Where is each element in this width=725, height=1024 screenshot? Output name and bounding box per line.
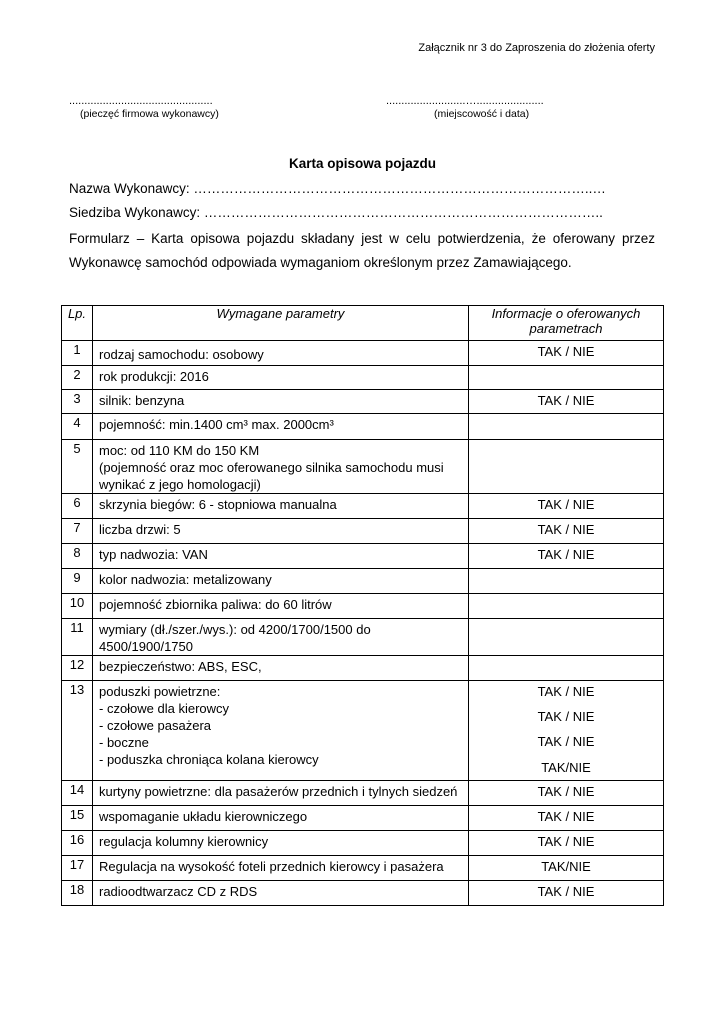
parameter-line: pojemność: min.1400 cm³ max. 2000cm³ bbox=[99, 417, 334, 432]
required-parameter bbox=[93, 390, 469, 414]
answer-option: TAK / NIE bbox=[537, 784, 595, 799]
required-parameter bbox=[93, 594, 469, 619]
offered-info bbox=[469, 390, 664, 414]
row-number: 4 bbox=[62, 414, 93, 440]
answer-option: TAK / NIE bbox=[537, 884, 595, 899]
parameter-line: - czołowe pasażera bbox=[99, 718, 211, 733]
table-body bbox=[62, 341, 664, 906]
offered-info bbox=[469, 494, 664, 519]
table-row bbox=[62, 544, 664, 569]
parameter-line: bezpieczeństwo: ABS, ESC, bbox=[99, 659, 262, 674]
offered-info bbox=[469, 544, 664, 569]
annex-note: Załącznik nr 3 do Zaproszenia do złożenia oferty bbox=[418, 42, 655, 54]
answer-option: TAK/NIE bbox=[541, 859, 591, 874]
contractor-seat-field: Siedziba Wykonawcy: …………………………………………………………………………….. bbox=[69, 205, 603, 220]
required-parameter bbox=[93, 781, 469, 806]
place-date-label: (miejscowość i data) bbox=[434, 108, 530, 120]
row-number: 6 bbox=[62, 494, 93, 519]
required-parameter bbox=[93, 856, 469, 881]
row-number: 5 bbox=[62, 440, 93, 494]
answer-option: TAK / NIE bbox=[537, 834, 595, 849]
parameter-line: - boczne bbox=[99, 735, 149, 750]
required-parameter bbox=[93, 806, 469, 831]
offered-info bbox=[469, 781, 664, 806]
vehicle-parameters-table bbox=[61, 305, 664, 906]
required-parameter bbox=[93, 494, 469, 519]
parameter-line: kurtyny powietrzne: dla pasażerów przednich i tylnych siedzeń bbox=[99, 784, 458, 799]
company-stamp-dots: ............................................... bbox=[69, 95, 213, 107]
offered-info bbox=[469, 569, 664, 594]
row-number: 10 bbox=[62, 594, 93, 619]
table-row bbox=[62, 856, 664, 881]
table-row bbox=[62, 390, 664, 414]
table-row bbox=[62, 681, 664, 781]
required-parameter bbox=[93, 544, 469, 569]
parameter-line: silnik: benzyna bbox=[99, 393, 185, 408]
parameter-line: wspomaganie układu kierowniczego bbox=[99, 809, 308, 824]
offered-info bbox=[469, 594, 664, 619]
answer-option: TAK / NIE bbox=[537, 547, 595, 562]
table-row bbox=[62, 569, 664, 594]
company-stamp-label: (pieczęć firmowa wykonawcy) bbox=[80, 108, 219, 120]
contractor-name-field: Nazwa Wykonawcy: ……………………………………………………………………………..… bbox=[69, 181, 606, 196]
parameter-line: rok produkcji: 2016 bbox=[99, 369, 209, 384]
required-parameter bbox=[93, 341, 469, 366]
parameter-line: radioodtwarzacz CD z RDS bbox=[99, 884, 258, 899]
table-row bbox=[62, 806, 664, 831]
required-parameter bbox=[93, 681, 469, 781]
parameter-line: - poduszka chroniąca kolana kierowcy bbox=[99, 752, 319, 767]
answer-option: TAK / NIE bbox=[537, 522, 595, 537]
offered-info bbox=[469, 806, 664, 831]
offered-info bbox=[469, 519, 664, 544]
row-number: 16 bbox=[62, 831, 93, 856]
table-row bbox=[62, 881, 664, 906]
answer-option: TAK / NIE bbox=[537, 734, 595, 749]
table-row bbox=[62, 831, 664, 856]
offered-info bbox=[469, 414, 664, 440]
header-required-params: Wymagane parametry bbox=[93, 306, 469, 341]
table-row bbox=[62, 519, 664, 544]
answer-option: TAK / NIE bbox=[537, 709, 595, 724]
offered-info bbox=[469, 681, 664, 781]
parameter-line: (pojemność oraz moc oferowanego silnika samochodu musi bbox=[99, 460, 444, 475]
row-number: 11 bbox=[62, 619, 93, 656]
row-number: 15 bbox=[62, 806, 93, 831]
row-number: 7 bbox=[62, 519, 93, 544]
table-row bbox=[62, 656, 664, 681]
answer-option: TAK/NIE bbox=[541, 760, 591, 775]
required-parameter bbox=[93, 519, 469, 544]
required-parameter bbox=[93, 656, 469, 681]
offered-info bbox=[469, 856, 664, 881]
parameter-line: rodzaj samochodu: osobowy bbox=[99, 347, 264, 362]
offered-info bbox=[469, 656, 664, 681]
offered-info bbox=[469, 341, 664, 366]
answer-option: TAK / NIE bbox=[537, 684, 595, 699]
required-parameter bbox=[93, 831, 469, 856]
table-row bbox=[62, 594, 664, 619]
table-row bbox=[62, 341, 664, 366]
table-row bbox=[62, 494, 664, 519]
answer-option: TAK / NIE bbox=[537, 497, 595, 512]
row-number: 17 bbox=[62, 856, 93, 881]
parameter-line: typ nadwozia: VAN bbox=[99, 547, 208, 562]
row-number: 18 bbox=[62, 881, 93, 906]
table-row bbox=[62, 619, 664, 656]
row-number: 1 bbox=[62, 341, 93, 366]
parameter-line: poduszki powietrzne: bbox=[99, 684, 221, 699]
row-number: 8 bbox=[62, 544, 93, 569]
required-parameter bbox=[93, 569, 469, 594]
row-number: 3 bbox=[62, 390, 93, 414]
header-offered-info: Informacje o oferowanych parametrach bbox=[469, 306, 664, 341]
answer-option: TAK / NIE bbox=[537, 809, 595, 824]
parameter-line: liczba drzwi: 5 bbox=[99, 522, 181, 537]
required-parameter bbox=[93, 414, 469, 440]
parameter-line: kolor nadwozia: metalizowany bbox=[99, 572, 272, 587]
required-parameter bbox=[93, 366, 469, 390]
offered-info bbox=[469, 881, 664, 906]
parameter-line: wynikać z jego homologacji) bbox=[99, 477, 261, 492]
parameter-line: - czołowe dla kierowcy bbox=[99, 701, 230, 716]
header-lp: Lp. bbox=[62, 306, 93, 341]
required-parameter bbox=[93, 619, 469, 656]
parameter-line: regulacja kolumny kierownicy bbox=[99, 834, 269, 849]
row-number: 9 bbox=[62, 569, 93, 594]
row-number: 14 bbox=[62, 781, 93, 806]
parameter-line: pojemność zbiornika paliwa: do 60 litrów bbox=[99, 597, 332, 612]
offered-info bbox=[469, 831, 664, 856]
table-row bbox=[62, 440, 664, 494]
parameter-line: Regulacja na wysokość foteli przednich kierowcy i pasażera bbox=[99, 859, 444, 874]
answer-option: TAK / NIE bbox=[537, 393, 595, 408]
form-description: Formularz – Karta opisowa pojazdu składany jest w celu potwierdzenia, że oferowany przez Wykonawcę samochód odpowiada wymaganiom określonym przez Zamawiającego. bbox=[69, 231, 655, 270]
offered-info bbox=[469, 440, 664, 494]
row-number: 12 bbox=[62, 656, 93, 681]
parameter-line: wymiary (dł./szer./wys.): od 4200/1700/1500 do 4500/1900/1750 bbox=[99, 622, 371, 654]
parameter-line: moc: od 110 KM do 150 KM bbox=[99, 443, 260, 458]
document-title: Karta opisowa pojazdu bbox=[288, 156, 437, 171]
row-number: 13 bbox=[62, 681, 93, 781]
table-header-row bbox=[62, 306, 664, 341]
required-parameter bbox=[93, 440, 469, 494]
answer-option: TAK / NIE bbox=[537, 344, 595, 359]
row-number: 2 bbox=[62, 366, 93, 390]
parameter-line: skrzynia biegów: 6 - stopniowa manualna bbox=[99, 497, 337, 512]
required-parameter bbox=[93, 881, 469, 906]
table-row bbox=[62, 414, 664, 440]
offered-info bbox=[469, 366, 664, 390]
place-date-dots: ..........................…...................... bbox=[386, 95, 544, 107]
table-row bbox=[62, 781, 664, 806]
offered-info bbox=[469, 619, 664, 656]
table-row bbox=[62, 366, 664, 390]
